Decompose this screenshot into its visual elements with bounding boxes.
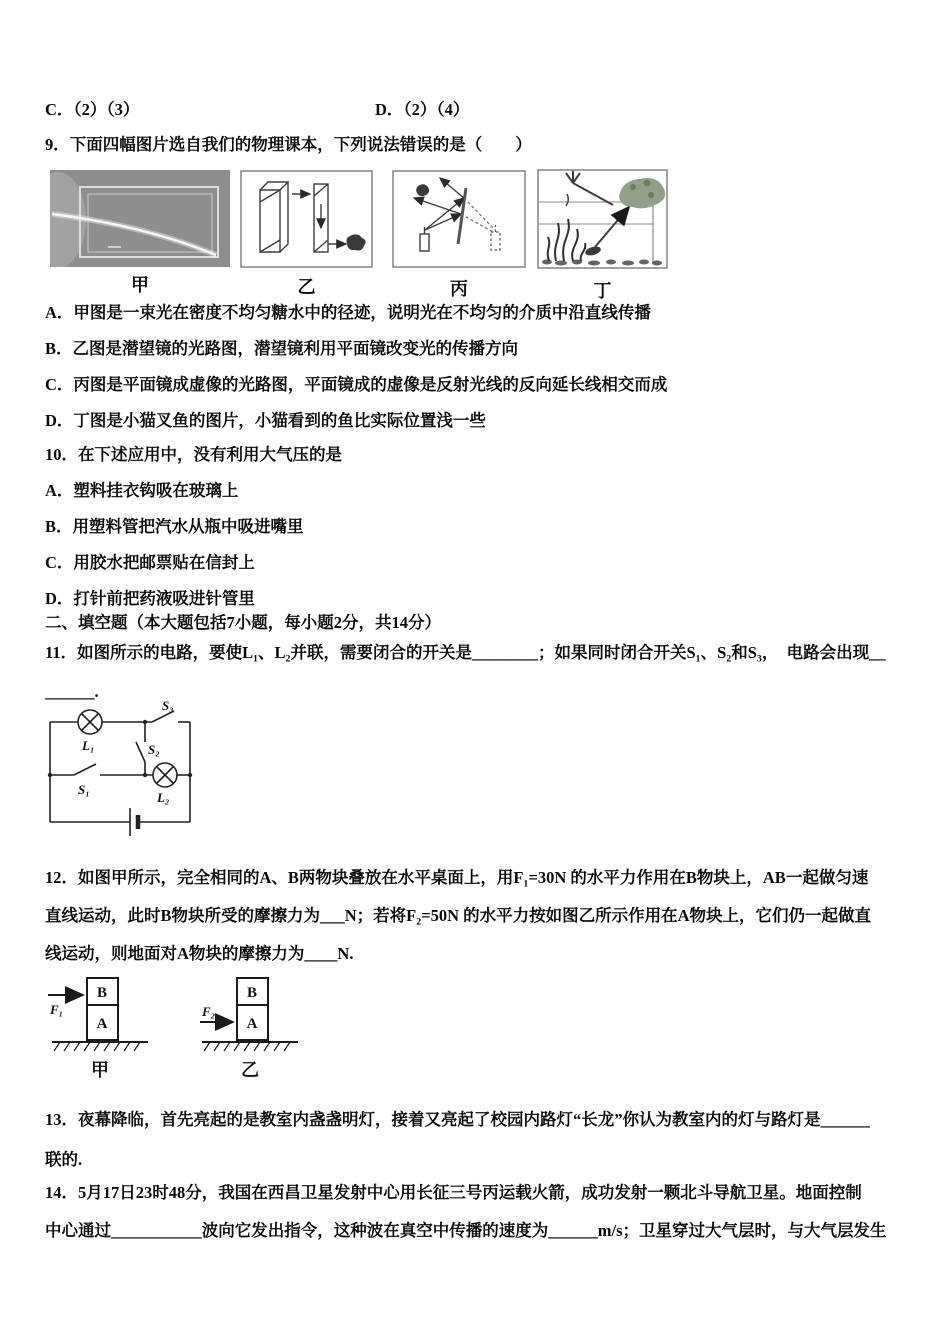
q9-option-a: A．甲图是一束光在密度不均匀糖水中的径迹，说明光在不均匀的介质中沿直线传播 <box>45 303 651 322</box>
label-s3: S₃ <box>162 700 174 713</box>
figure-ding-caption: 丁 <box>593 281 612 301</box>
q10-option-d: D．打针前把药液吸进针管里 <box>45 589 255 608</box>
blocks-yi <box>200 978 298 1080</box>
blocks-diagram <box>30 972 320 1084</box>
q11-line1: 11．如图所示的电路，要使L₁、L₂并联，需要闭合的开关是________；如果同时闭合开关S₁、S₂和S₃， 电路会出现__ <box>45 643 886 662</box>
circuit-wires <box>50 710 190 836</box>
section2-title: 二、填空题（本大题包括7小题，每小题2分，共14分） <box>45 613 441 632</box>
q14-line2: 中心通过___________波向它发出指令，这种波在真空中传播的速度为______m/s；卫星穿过大气层时，与大气层发生 <box>45 1221 887 1240</box>
q14-line1: 14．5月17日23时48分，我国在西昌卫星发射中心用长征三号丙运载火箭，成功发射一颗北斗导航卫星。地面控制 <box>45 1183 862 1202</box>
q9-option-b: B．乙图是潜望镜的光路图，潜望镜利用平面镜改变光的传播方向 <box>45 339 519 358</box>
label-block-a-yi: A <box>246 1016 258 1032</box>
q13-line2: 联的. <box>45 1150 83 1169</box>
prev-option-d: D．（2）（4） <box>375 100 470 119</box>
q13-line1: 13．夜幕降临，首先亮起的是教室内盏盏明灯，接着又亮起了校园内路灯“长龙”你认为教室内的灯与路灯是______ <box>45 1110 870 1129</box>
caption-jia: 甲 <box>91 1060 109 1080</box>
label-l2: L₂ <box>157 790 170 805</box>
label-s2: S₂ <box>148 742 160 757</box>
figure-jia-photo <box>50 170 230 267</box>
q12-line1: 12．如图甲所示，完全相同的A、B两物块叠放在水平桌面上，用F₁=30N 的水平力作用在B物块上，AB一起做匀速 <box>45 868 869 887</box>
figure-border <box>393 171 525 267</box>
figure-ding-cat-fish <box>537 169 668 269</box>
q10-option-c: C．用胶水把邮票贴在信封上 <box>45 553 255 572</box>
q10-option-b: B．用塑料管把汽水从瓶中吸进嘴里 <box>45 517 304 536</box>
q9-option-d: D．丁图是小猫叉鱼的图片，小猫看到的鱼比实际位置浅一些 <box>45 411 486 430</box>
prev-option-c: C．（2）（3） <box>45 100 140 119</box>
figure-yi-periscope <box>240 170 373 268</box>
label-f1: F₁ <box>50 1002 64 1017</box>
q11-line2: ______. <box>45 682 99 701</box>
figure-jia-caption: 甲 <box>131 275 149 295</box>
q10-stem: 10．在下述应用中，没有利用大气压的是 <box>45 445 342 464</box>
q9-option-c: C．丙图是平面镜成虚像的光路图，平面镜成的虚像是反射光线的反向延长线相交而成 <box>45 375 668 394</box>
candle-object <box>420 234 429 251</box>
figure-bing-caption: 丙 <box>450 279 468 299</box>
figure-bing-mirror <box>392 170 526 268</box>
q12-line3: 线运动，则地面对A物块的摩擦力为____N. <box>45 944 354 963</box>
label-f2: F₂ <box>202 1004 216 1019</box>
label-l1: L₁ <box>82 738 95 753</box>
blocks-jia <box>48 978 148 1080</box>
circuit-diagram <box>40 700 250 840</box>
label-block-a-jia: A <box>96 1016 108 1032</box>
q10-option-a: A．塑料挂衣钩吸在玻璃上 <box>45 481 239 500</box>
q12-line2: 直线运动，此时B物块所受的摩擦力为___N；若将F₂=50N 的水平力按如图乙所示作用在A物块上，它们仍一起做直 <box>45 906 872 925</box>
label-s1: S₁ <box>78 782 90 797</box>
label-block-b-jia: B <box>96 985 108 1001</box>
figure-yi-caption: 乙 <box>297 277 316 297</box>
caption-yi: 乙 <box>241 1060 259 1080</box>
label-block-b-yi: B <box>246 985 258 1001</box>
q9-stem: 9．下面四幅图片选自我们的物理课本，下列说法错误的是（ ） <box>45 135 532 154</box>
